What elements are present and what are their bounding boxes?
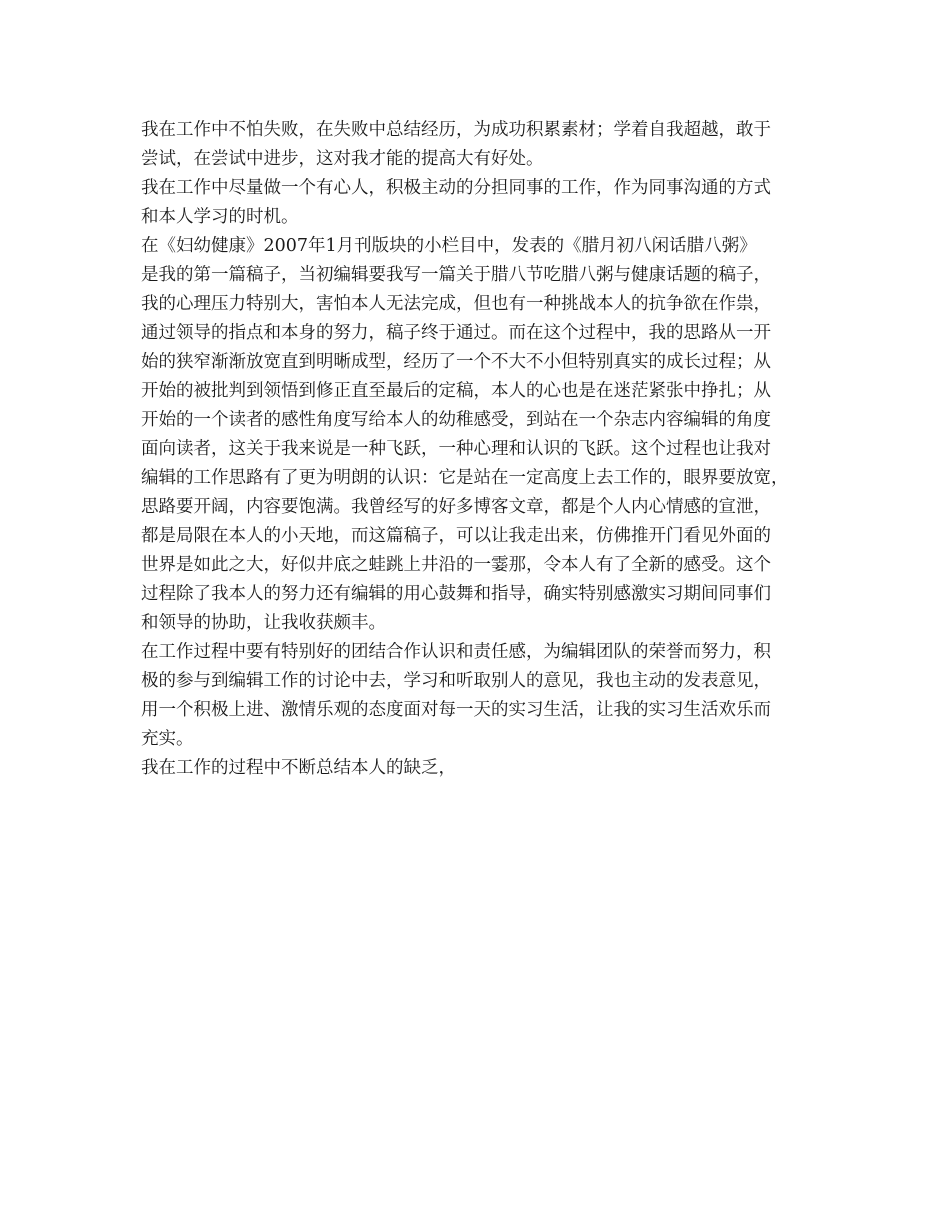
text-line: 通过领导的指点和本身的努力，稿子终于通过。而在这个过程中，我的思路从一开 — [141, 323, 771, 343]
text-line: 过程除了我本人的努力还有编辑的用心鼓舞和指导，确实特别感激实习期间同事们 — [141, 584, 771, 604]
text-line: 我在工作中尽量做一个有心人，积极主动的分担同事的工作，作为同事沟通的方式 — [141, 178, 771, 198]
text-line: 思路要开阔，内容要饱满。我曾经写的好多博客文章，都是个人内心情感的宣泄， — [141, 497, 771, 517]
text-line: 我在工作的过程中不断总结本人的缺乏， — [141, 758, 456, 778]
body-text — [141, 116, 831, 783]
text-line: 开始的被批判到领悟到修正直至最后的定稿，本人的心也是在迷茫紧张中挣扎；从 — [141, 381, 771, 401]
text-line: 在《妇幼健康》2007年1月刊版块的小栏目中，发表的《腊月初八闲话腊八粥》 — [141, 236, 757, 256]
text-line: 和领导的协助，让我收获颇丰。 — [141, 613, 386, 633]
text-line: 世界是如此之大，好似井底之蛙跳上井沿的一霎那，令本人有了全新的感受。这个 — [141, 555, 771, 575]
text-line: 在工作过程中要有特别好的团结合作认识和责任感，为编辑团队的荣誉而努力，积 — [141, 642, 771, 662]
text-line: 极的参与到编辑工作的讨论中去，学习和听取别人的意见，我也主动的发表意见， — [141, 671, 771, 691]
text-line: 用一个积极上进、激情乐观的态度面对每一天的实习生活，让我的实习生活欢乐而 — [141, 700, 771, 720]
text-line: 我的心理压力特别大，害怕本人无法完成，但也有一种挑战本人的抗争欲在作祟， — [141, 294, 771, 314]
text-line: 尝试，在尝试中进步，这对我才能的提高大有好处。 — [141, 149, 544, 169]
text-line: 充实。 — [141, 729, 194, 749]
text-line: 始的狭窄渐渐放宽直到明晰成型，经历了一个不大不小但特别真实的成长过程；从 — [141, 352, 771, 372]
text-line: 都是局限在本人的小天地，而这篇稿子，可以让我走出来，仿佛推开门看见外面的 — [141, 526, 771, 546]
text-line: 面向读者，这关于我来说是一种飞跃，一种心理和认识的飞跃。这个过程也让我对 — [141, 439, 771, 459]
text-line: 和本人学习的时机。 — [141, 207, 299, 227]
text-line: 是我的第一篇稿子，当初编辑要我写一篇关于腊八节吃腊八粥与健康话题的稿子， — [141, 265, 771, 285]
text-line: 我在工作中不怕失败，在失败中总结经历，为成功积累素材；学着自我超越，敢于 — [141, 120, 771, 140]
text-line: 开始的一个读者的感性角度写给本人的幼稚感受，到站在一个杂志内容编辑的角度 — [141, 410, 771, 430]
text-line: 编辑的工作思路有了更为明朗的认识：它是站在一定高度上去工作的，眼界要放宽， — [141, 468, 789, 488]
